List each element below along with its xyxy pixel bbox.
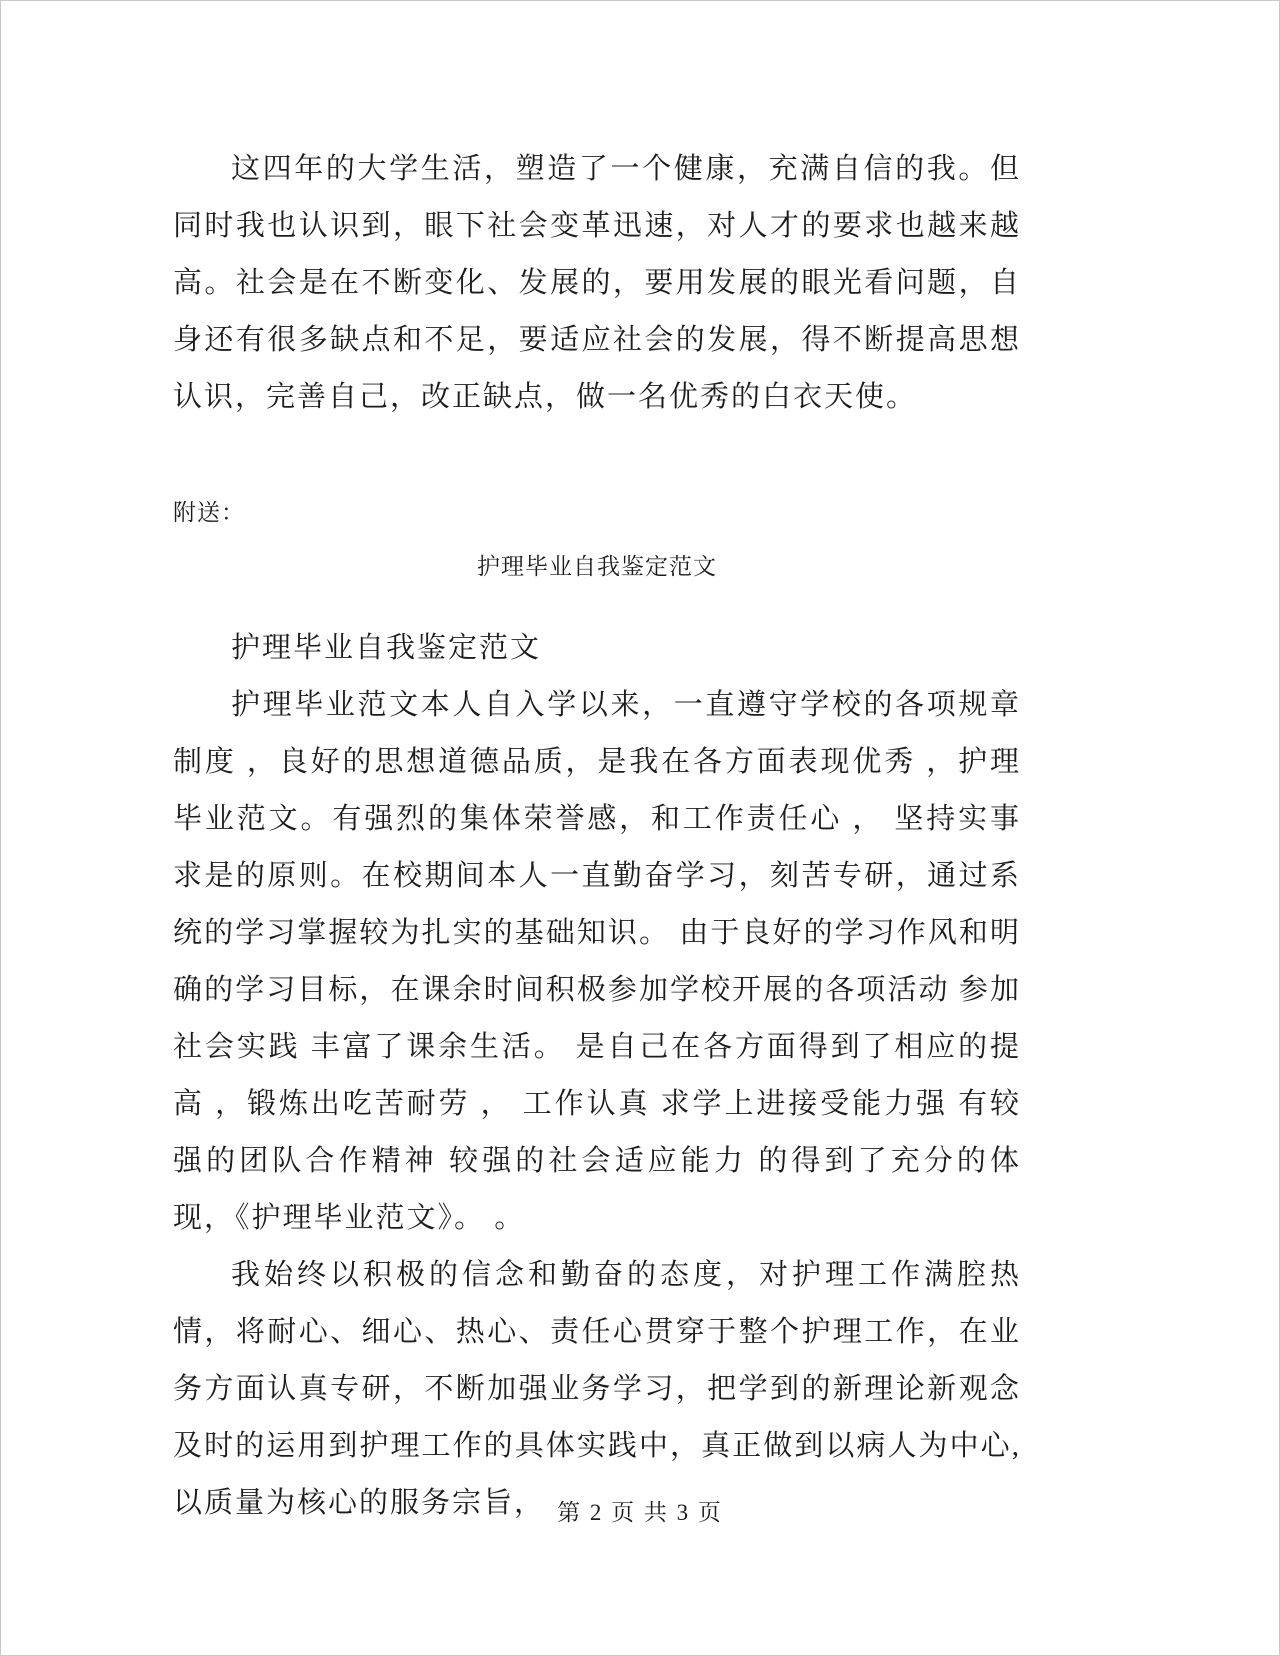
paragraph-closing: 我始终以积极的信念和勤奋的态度，对护理工作满腔热情，将耐心、细心、热心、责任心贯穿于整个护理工作，在业务方面认真专研，不断加强业务学习，把学到的新理论新观念及时的运用到护理工作的具体实践中，真正做到以病人为中心,以质量为核心的服务宗旨， — [173, 1259, 1021, 1519]
paragraph-main: 护理毕业范文本人自入学以来，一直遵守学校的各项规章制度 ，良好的思想道德品质，是我在各方面表现优秀 ，护理毕业范文。有强烈的集体荣誉感，和工作责任心 ， 坚持实事求是的原则。在校期间本人一直勤奋学习，刻苦专研，通过系统的学习掌握较为扎实的基础知识。 由于良好的学习作风和明确的学习目标，在课余时间积极参加学校开展的各项活动 参加社会实践 丰富了课余生活。 是自己在各方面得到了相应的提高 ，锻炼出吃苦耐劳 ， 工作认真 求学上进接受能力强 有较强的团队合作精神 较强的社会适应能力 的得到了充分的体现，《护理毕业范文》。 。 — [173, 689, 1021, 1234]
attachment-label: 附送： — [173, 500, 245, 525]
section-heading: 护理毕业自我鉴定范文 — [231, 632, 542, 664]
attachment-title: 护理毕业自我鉴定范文 — [477, 554, 717, 579]
paragraph-intro: 这四年的大学生活，塑造了一个健康，充满自信的我。但同时我也认识到，眼下社会变革迅速，对人才的要求也越来越高。社会是在不断变化、发展的，要用发展的眼光看问题，自身还有很多缺点和不足，要适应社会的发展，得不断提高思想认识，完善自己，改正缺点，做一名优秀的白衣天使。 — [173, 153, 1021, 413]
page-number: 第 2 页 共 3 页 — [557, 1500, 723, 1525]
